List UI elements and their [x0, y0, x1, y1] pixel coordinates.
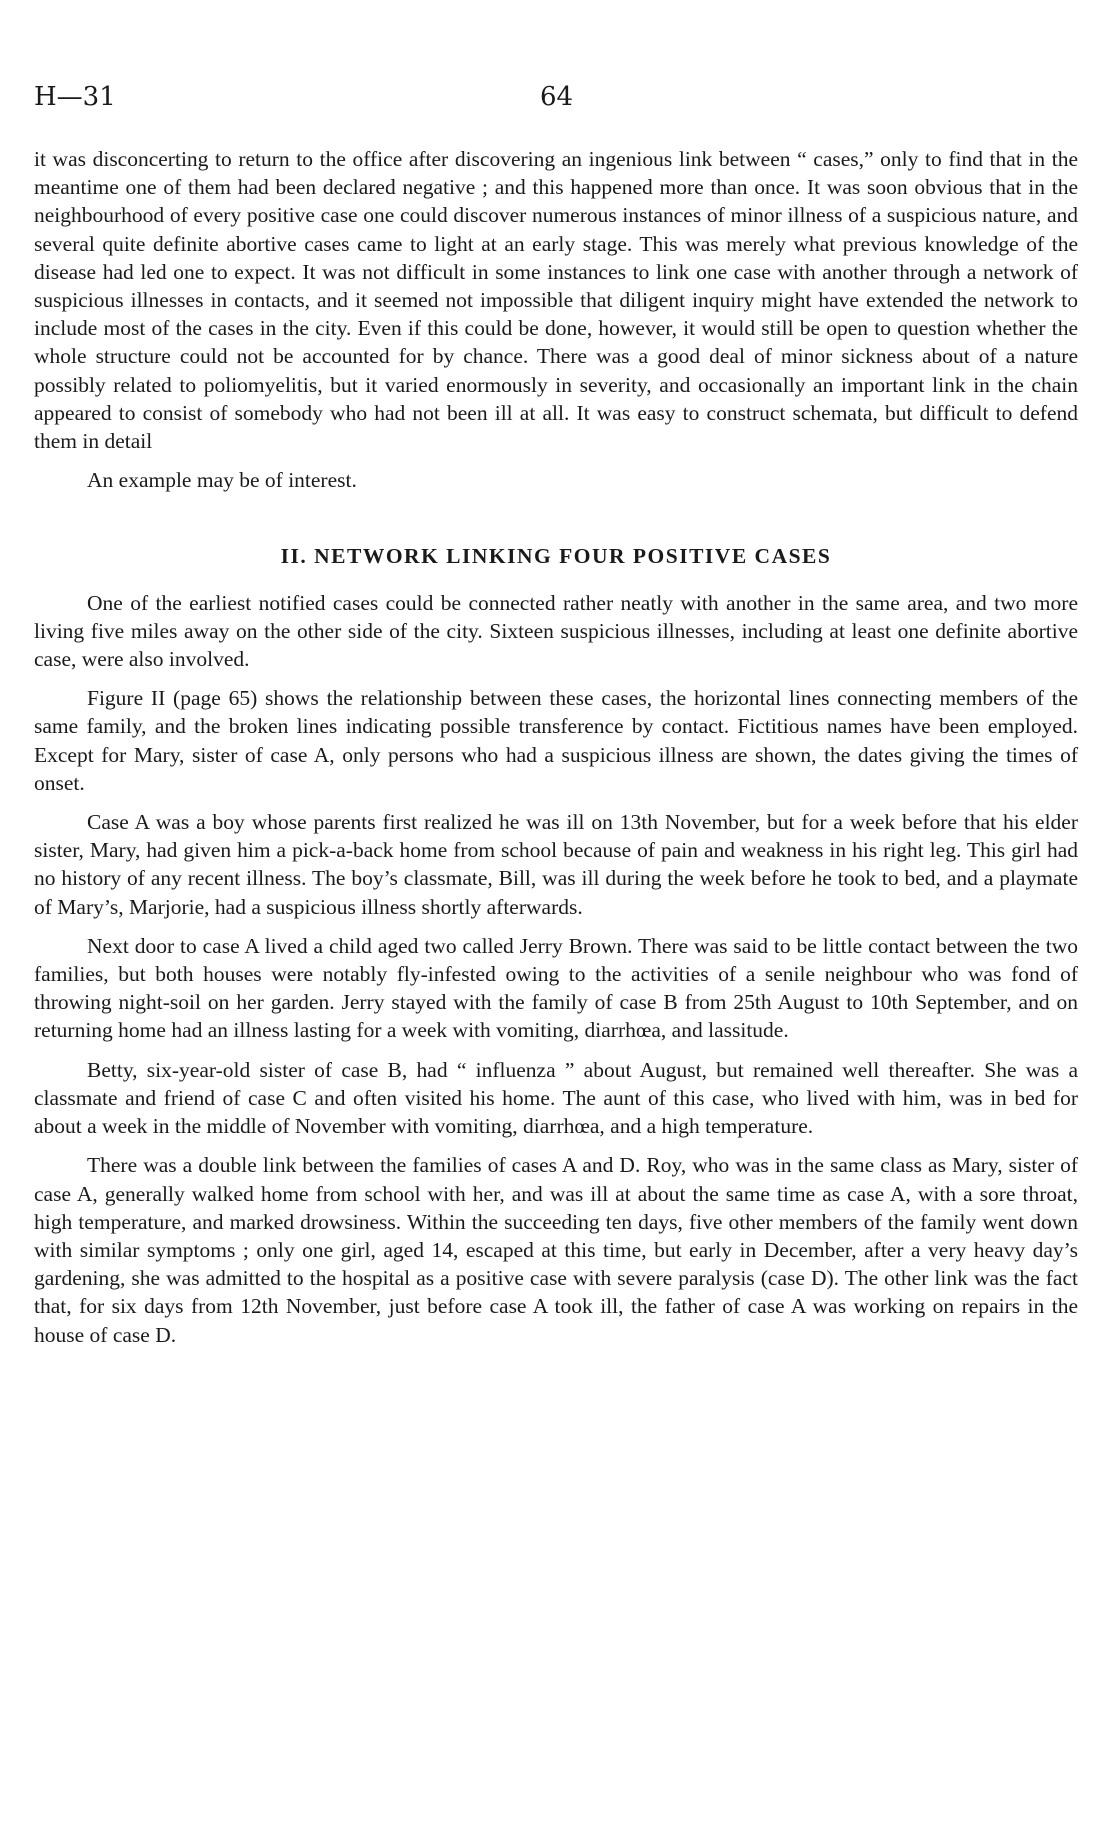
section-heading: II. NETWORK LINKING FOUR POSITIVE CASES: [280, 544, 832, 569]
body-text: [34, 145, 1078, 1360]
running-head: [34, 82, 1080, 116]
document-reference-code: H—31: [34, 82, 116, 112]
paragraph: Figure II (page 65) shows the relationship between these cases, the horizontal lines connecting members of the same family, and the broken lines indicating possible transference by contact. Fictitious names have been employed. Except for Mary, sister of case A, only persons who had a suspicious illness are shown, the dates giving the times of onset.: [34, 686, 1078, 795]
paragraph: An example may be of interest.: [87, 468, 357, 493]
paragraph: There was a double link between the families of cases A and D. Roy, who was in the same class as Mary, sister of case A, generally walked home from school with her, and was ill at about the same time as case A, with a sore throat, high temperature, and marked drowsiness. Within the succeeding ten days, five other members of the family went down with similar symptoms ; only one girl, aged 14, escaped at this time, but early in December, after a very heavy day’s gardening, she was admitted to the hospital as a positive case with severe paralysis (case D). The other link was the fact that, for six days from 12th November, just before case A took ill, the father of case A was working on repairs in the house of case D.: [34, 1153, 1078, 1347]
paragraph-continued: it was disconcerting to return to the office after discovering an ingenious link between “ cases,” only to find that in the meantime one of them had been declared negative ; and this happened more than once. It was soon obvious that in the neighbourhood of every positive case one could discover numerous instances of minor illness of a suspicious nature, and several quite definite abortive cases came to light at an early stage. This was merely what previous knowledge of the disease had led one to expect. It was not difficult in some instances to link one case with another through a network of suspicious illnesses in contacts, and it seemed not impossible that diligent inquiry might have extended the network to include most of the cases in the city. Even if this could be done, however, it would still be open to question whether the whole structure could not be accounted for by chance. There was a good deal of minor sickness about of a nature possibly related to poliomyelitis, but it varied enormously in severity, and occasionally an important link in the chain appeared to consist of somebody who had not been ill at all. It was easy to construct schemata, but difficult to defend them in detail: [34, 147, 1078, 454]
paragraph: Betty, six-year-old sister of case B, had “ influenza ” about August, but remained well thereafter. She was a classmate and friend of case C and often visited his home. The aunt of this case, who lived with him, was in bed for about a week in the middle of November with vomiting, diarrhœa, and a high temperature.: [34, 1057, 1078, 1139]
paragraph: Next door to case A lived a child aged two called Jerry Brown. There was said to be little contact between the two families, but both houses were notably fly-infested owing to the activities of a senile neighbour who was fond of throwing night-soil on her garden. Jerry stayed with the family of case B from 25th August to 10th September, and on returning home had an illness lasting for a week with vomiting, diarrhœa, and lassitude.: [34, 933, 1078, 1043]
paragraph: Case A was a boy whose parents first realized he was ill on 13th November, but for a week before that his elder sister, Mary, had given him a pick-a-back home from school because of pain and weakness in his right leg. This girl had no history of any recent illness. The boy’s classmate, Bill, was ill during the week before he took to bed, and a playmate of Mary’s, Marjorie, had a suspicious illness shortly afterwards.: [34, 810, 1078, 919]
paragraph: One of the earliest notified cases could be connected rather neatly with another in the same area, and two more living five miles away on the other side of the city. Sixteen suspicious illnesses, including at least one definite abortive case, were also involved.: [34, 590, 1078, 672]
page-number: 64: [540, 82, 574, 112]
